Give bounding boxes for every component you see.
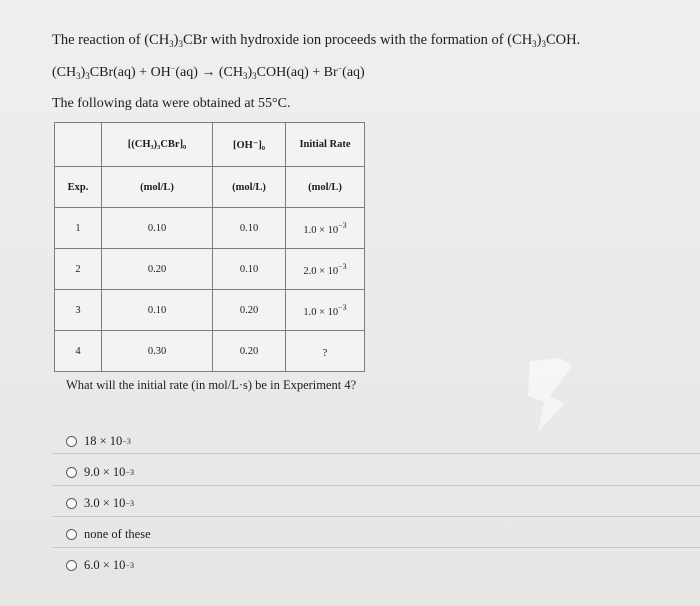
option-label: 18 × 10 [84,433,123,448]
table-units-row [55,167,365,208]
option-exponent: −3 [125,560,134,570]
option-exponent: −3 [125,467,134,477]
question-text: What will the initial rate (in mol/L·s) be in Experiment 4? [66,378,357,392]
initial-rate [286,208,365,249]
header-cell-exp [55,123,102,167]
answer-option-4[interactable] [66,523,151,545]
answer-option-1[interactable] [66,430,131,452]
rate-exponent: −3 [338,220,347,230]
conditions-text: The following data were obtained at 55°C. [52,96,291,111]
oh-concentration: 0.20 [213,331,286,372]
option-label: 9.0 × 10 [84,464,126,479]
answer-option-5[interactable] [66,554,134,576]
intro-subscript: 3 [541,39,547,49]
screen-glare-mark [520,356,580,436]
radio-button[interactable] [66,560,77,571]
equation-part: (aq) → (CH [175,65,243,80]
cbr-concentration: 0.10 [102,208,213,249]
option-exponent: −3 [122,436,131,446]
intro-part: The reaction of (CH [52,32,170,48]
equation-superscript: − [337,64,343,73]
intro-subscript: 3 [178,39,184,49]
rate-data-table [54,122,365,372]
oh-concentration: 0.10 [213,208,286,249]
equation-part: (aq) [342,65,365,80]
equation-superscript: − [170,64,176,73]
intro-subscript: 3 [532,39,537,49]
divider [52,516,700,517]
exp-number: 2 [55,249,102,290]
header-cell-oh: [OH⁻]₀ [213,123,286,167]
option-label: none of these [84,526,151,541]
rate-value: 2.0 × 10 [303,265,339,277]
equation-subscript: 3 [85,71,90,81]
radio-button[interactable] [66,467,77,478]
equation-part: ) [80,65,86,80]
intro-part: COH. [546,32,581,48]
intro-part: ) [536,32,542,48]
option-exponent: −3 [125,498,134,508]
answer-option-2[interactable] [66,461,134,483]
divider [52,547,700,548]
radio-button[interactable] [66,436,77,447]
table-row [55,208,365,249]
exp-number: 4 [55,331,102,372]
equation-part: ) [247,65,253,80]
equation-part: CBr(aq) + OH [89,65,171,80]
cbr-concentration: 0.30 [102,331,213,372]
radio-button[interactable] [66,498,77,509]
oh-concentration: 0.20 [213,290,286,331]
rate-value: ? [322,347,328,359]
intro-subscript: 3 [169,39,174,49]
equation-part: (CH [52,65,77,80]
cbr-concentration: 0.10 [102,290,213,331]
units-cell-oh: (mol/L) [213,167,286,208]
table-header-row [55,123,365,167]
intro-text [52,32,580,49]
table-row [55,331,365,372]
units-cell-exp: Exp. [55,167,102,208]
exp-number: 3 [55,290,102,331]
equation-subscript: 3 [252,71,257,81]
rate-value: 1.0 × 10 [303,306,339,318]
oh-concentration: 0.10 [213,249,286,290]
reaction-equation [52,64,365,81]
rate-exponent: −3 [338,302,347,312]
table-row [55,290,365,331]
header-cell-rate: Initial Rate [286,123,365,167]
rate-exponent: −3 [338,261,347,271]
exp-number: 1 [55,208,102,249]
divider [52,453,700,454]
initial-rate [286,331,365,372]
equation-subscript: 3 [242,71,248,81]
initial-rate [286,249,365,290]
answer-option-3[interactable] [66,492,134,514]
divider [52,485,700,486]
cbr-concentration: 0.20 [102,249,213,290]
intro-part: CBr with hydroxide ion proceeds with the formation of (CH [183,32,533,48]
equation-subscript: 3 [76,71,81,81]
radio-button[interactable] [66,529,77,540]
option-label: 3.0 × 10 [84,495,126,510]
rate-value: 1.0 × 10 [303,224,339,236]
initial-rate [286,290,365,331]
equation-part: COH(aq) + Br [256,65,338,80]
table-row [55,249,365,290]
intro-part: ) [173,32,179,48]
option-label: 6.0 × 10 [84,557,126,572]
header-cell-cbr: [(CH₃)₃CBr]₀ [102,123,213,167]
units-cell-rate: (mol/L) [286,167,365,208]
units-cell-cbr: (mol/L) [102,167,213,208]
